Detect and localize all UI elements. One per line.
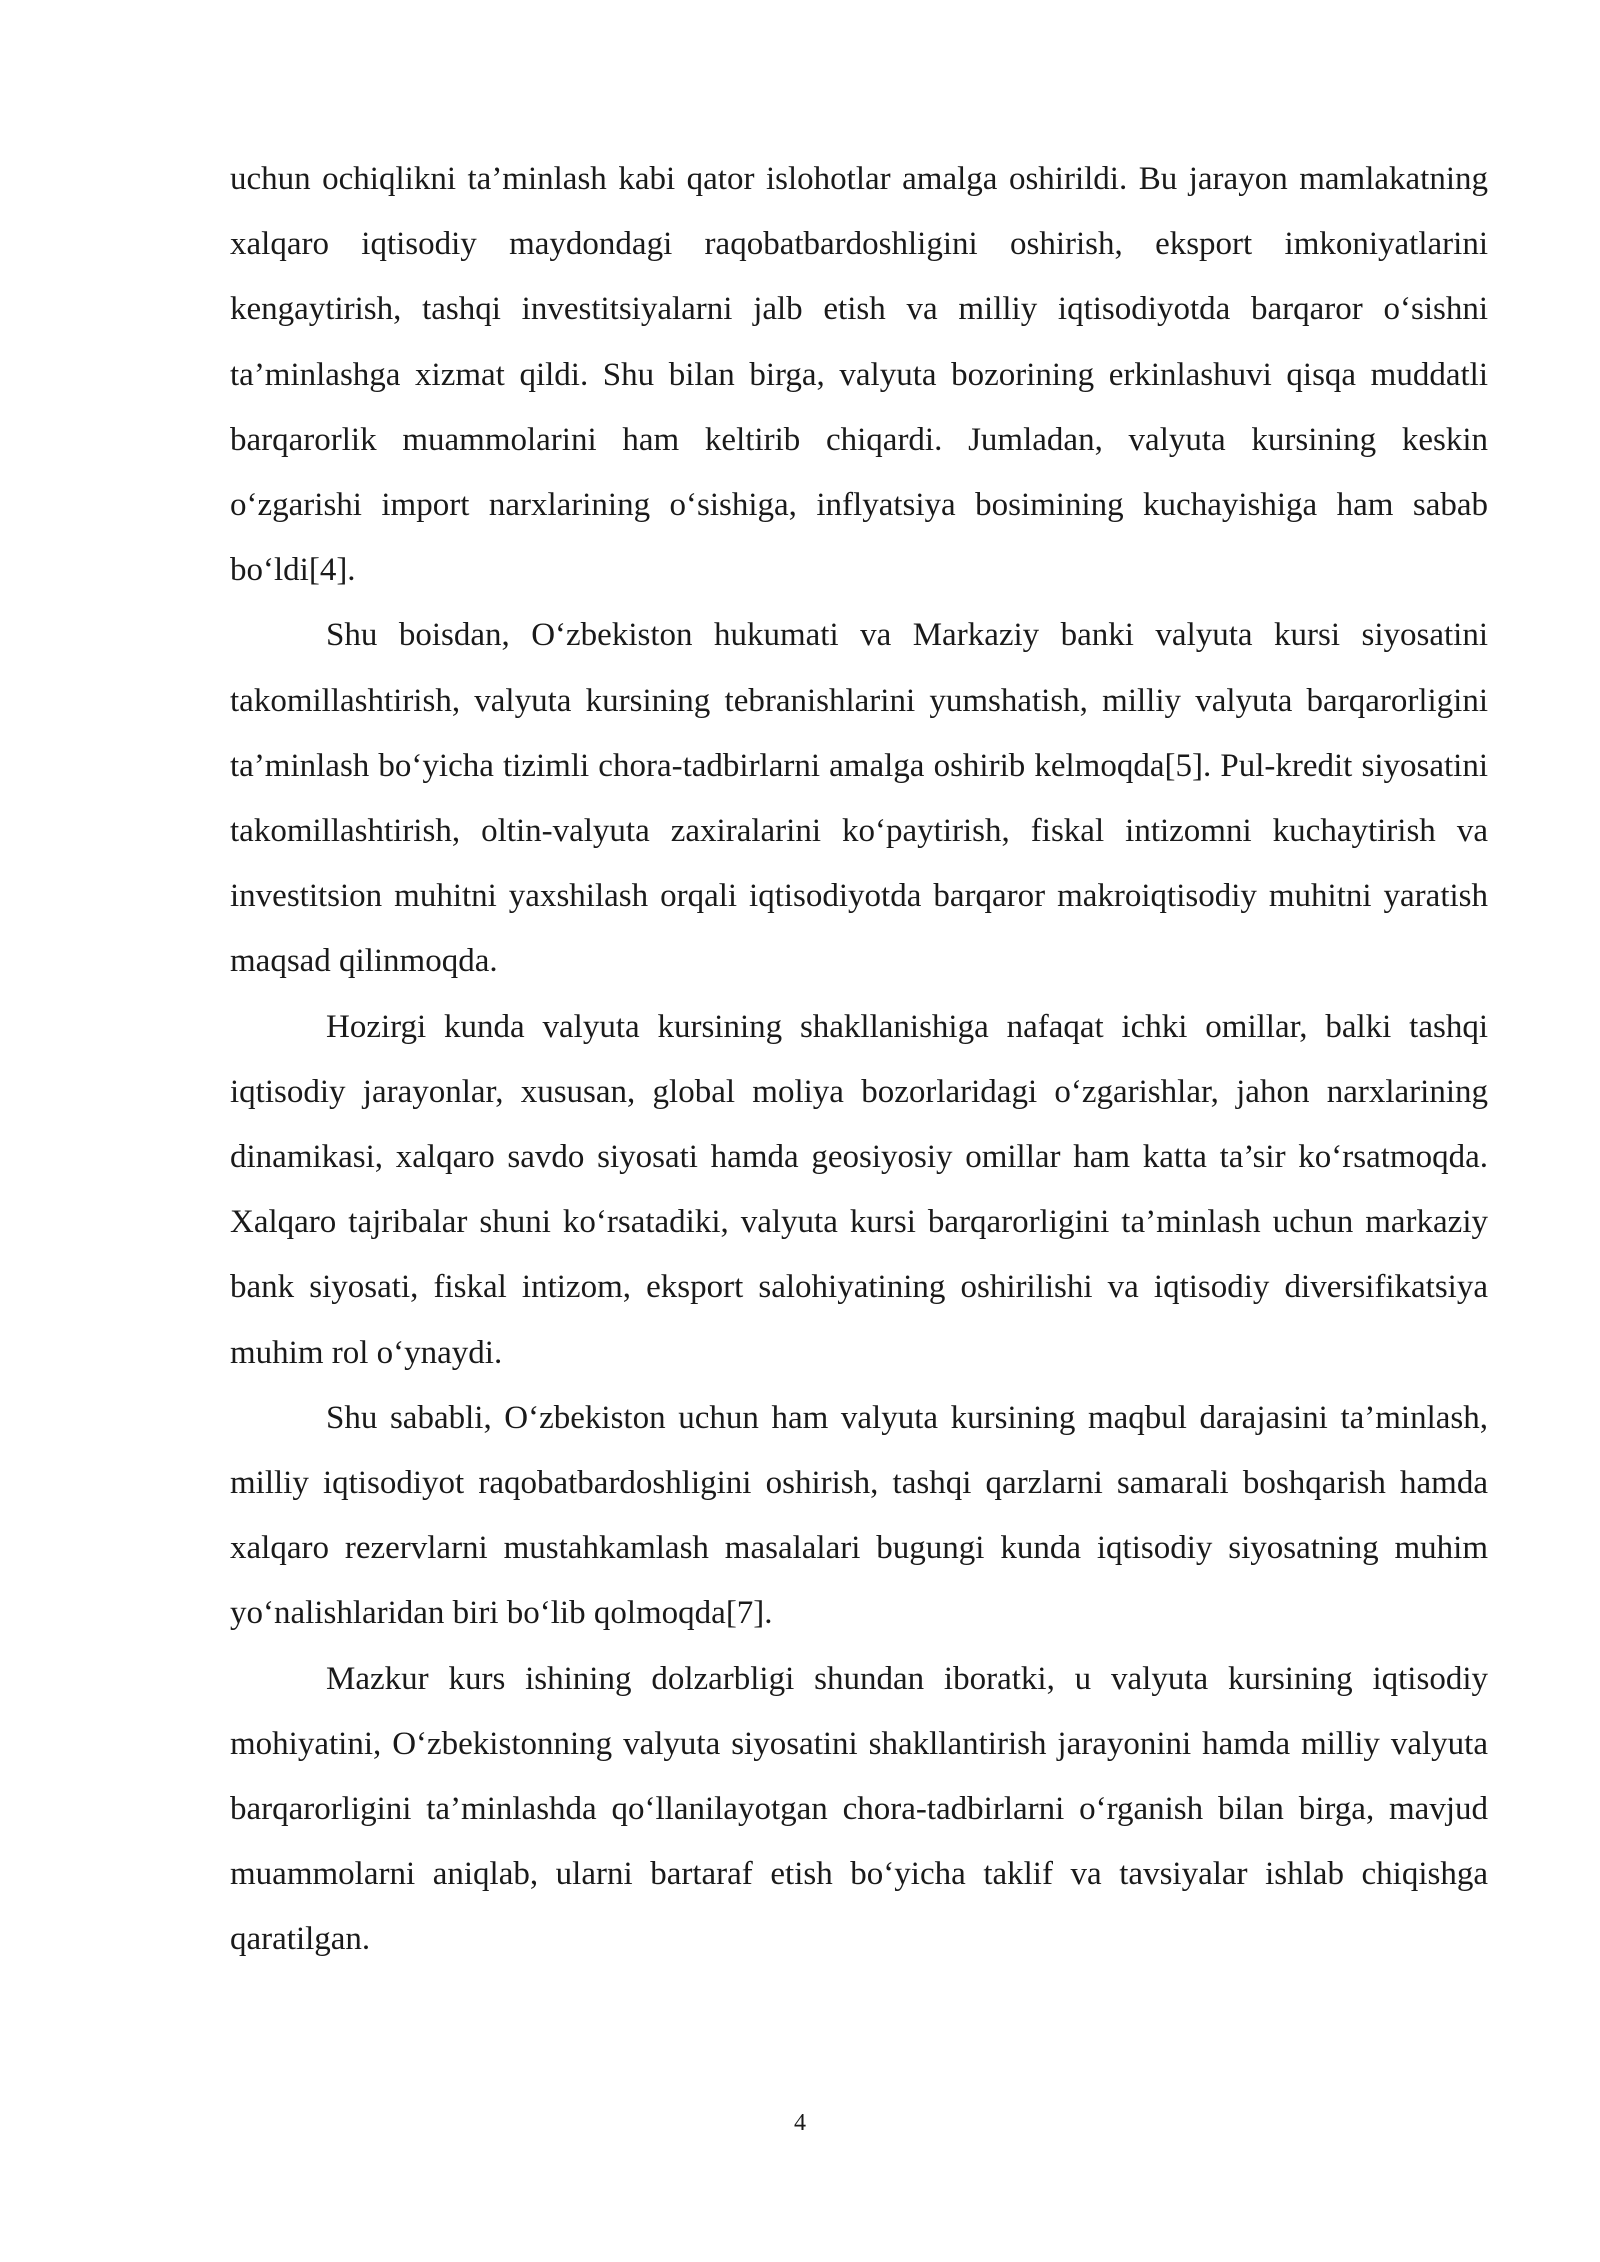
body-text [230,147,1488,1973]
paragraph: Hozirgi kunda valyuta kursining shakllanishiga nafaqat ichki omillar, balki tashqi iqtisodiy jarayonlar, xususan, global moliya bozorlaridagi o‘zgarishlar, jahon narxlarining dinamikasi, xalqaro savdo siyosati hamda geosiyosiy omillar ham katta ta’sir ko‘rsatmoqda. Xalqaro tajribalar shuni ko‘rsatadiki, valyuta kursi barqarorligini ta’minlash uchun markaziy bank siyosati, fiskal intizom, eksport salohiyatining oshirilishi va iqtisodiy diversifikatsiya muhim rol o‘ynaydi. [230,1008,1488,1371]
paragraph: Shu boisdan, O‘zbekiston hukumati va Markaziy banki valyuta kursi siyosatini takomillashtirish, valyuta kursining tebranishlarini yumshatish, milliy valyuta barqarorligini ta’minlash bo‘yicha tizimli chora-tadbirlarni amalga oshirib kelmoqda[5]. Pul-kredit siyosatini takomillashtirish, oltin-valyuta zaxiralarini ko‘paytirish, fiskal intizomni kuchaytirish va investitsion muhitni yaxshilash orqali iqtisodiyotda barqaror makroiqtisodiy muhitni yaratish maqsad qilinmoqda. [230,617,1488,980]
paragraph-continuation: uchun ochiqlikni ta’minlash kabi qator islohotlar amalga oshirildi. Bu jarayon mamlakatning xalqaro iqtisodiy maydondagi raqobatbardoshligini oshirish, eksport imkoniyatlarini kengaytirish, tashqi investitsiyalarni jalb etish va milliy iqtisodiyotda barqaror o‘sishni ta’minlashga xizmat qildi. Shu bilan birga, valyuta bozorining erkinlashuvi qisqa muddatli barqarorlik muammolarini ham keltirib chiqardi. Jumladan, valyuta kursining keskin o‘zgarishi import narxlarining o‘sishiga, inflyatsiya bosimining kuchayishiga ham sabab bo‘ldi[4]. [230,161,1488,589]
page-number: 4 [794,2110,806,2136]
paragraph: Mazkur kurs ishining dolzarbligi shundan iboratki, u valyuta kursining iqtisodiy mohiyatini, O‘zbekistonning valyuta siyosatini shakllantirish jarayonini hamda milliy valyuta barqarorligini ta’minlashda qo‘llanilayotgan chora-tadbirlarni o‘rganish bilan birga, mavjud muammolarni aniqlab, ularni bartaraf etish bo‘yicha taklif va tavsiyalar ishlab chiqishga qaratilgan. [230,1660,1488,1958]
paragraph: Shu sababli, O‘zbekiston uchun ham valyuta kursining maqbul darajasini ta’minlash, milliy iqtisodiyot raqobatbardoshligini oshirish, tashqi qarzlarni samarali boshqarish hamda xalqaro rezervlarni mustahkamlash masalalari bugungi kunda iqtisodiy siyosatning muhim yo‘nalishlaridan biri bo‘lib qolmoqda[7]. [230,1399,1488,1632]
